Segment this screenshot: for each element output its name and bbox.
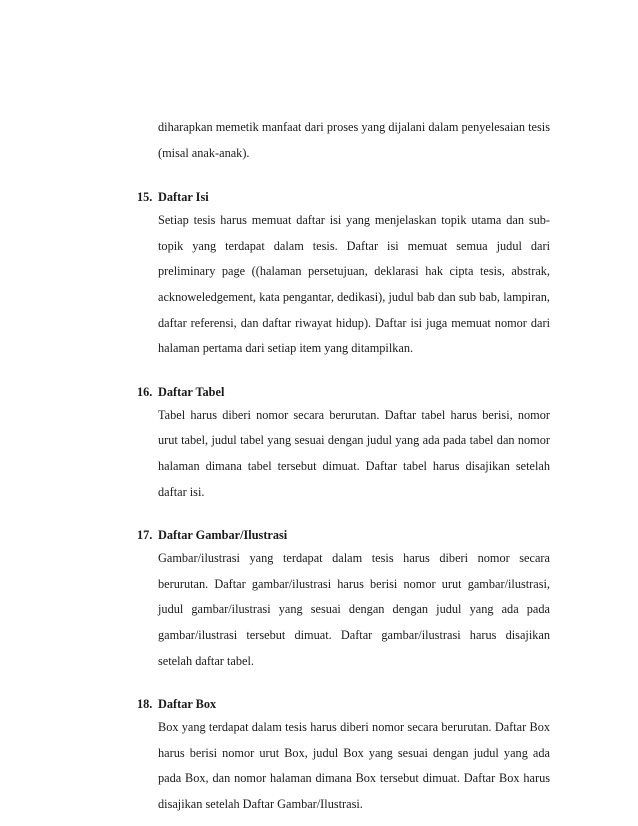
- section-heading: [137, 185, 638, 209]
- section-number: 17.: [137, 528, 153, 543]
- section-number: 18.: [137, 697, 153, 712]
- section-body: Tabel harus diberi nomor secara berurutan. Daftar tabel harus berisi, nomor urut tabel, judul tabel yang sesuai dengan judul yang ada pada tabel dan nomor halaman dimana tabel tersebut dimuat. Daftar tabel harus disajikan setelah daftar isi.: [158, 407, 550, 499]
- section-number: 16.: [137, 384, 153, 399]
- section-daftar-tabel: [0, 380, 638, 505]
- section-heading: [137, 692, 638, 716]
- intro-paragraph: diharapkan memetik manfaat dari proses yang dijalani dalam penyelesaian tesis (misal anak-anak).: [158, 120, 550, 160]
- section-daftar-box: [0, 692, 638, 817]
- section-body-block: [158, 208, 550, 362]
- intro-paragraph-block: [158, 115, 550, 166]
- section-title: Daftar Gambar/Ilustrasi: [158, 528, 288, 543]
- section-title: Daftar Isi: [158, 190, 209, 205]
- section-number: 15.: [137, 190, 153, 205]
- section-body: Box yang terdapat dalam tesis harus diberi nomor secara berurutan. Daftar Box harus berisi nomor urut Box, judul Box yang sesuai dengan judul yang ada pada Box, dan nomor halaman dimana Box tersebut dimuat. Daftar Box harus disajikan setelah Daftar Gambar/Ilustrasi.: [158, 720, 550, 811]
- section-body-block: [158, 403, 550, 505]
- section-title: Daftar Box: [158, 697, 217, 712]
- section-body-block: [158, 546, 550, 674]
- section-title: Daftar Tabel: [158, 384, 225, 399]
- section-daftar-gambar: [0, 523, 638, 674]
- section-heading: [137, 380, 638, 404]
- section-daftar-isi: [0, 185, 638, 362]
- section-body-block: [158, 715, 550, 817]
- section-heading: [137, 523, 638, 547]
- section-body: Setiap tesis harus memuat daftar isi yang menjelaskan topik utama dan sub-topik yang terdapat dalam tesis. Daftar isi memuat semua judul dari preliminary page ((halaman persetujuan, deklarasi hak cipta tesis, abstrak, acknoweledgement, kata pengantar, dedikasi), judul bab dan sub bab, lampiran, daftar referensi, dan daftar riwayat hidup). Daftar isi juga memuat nomor dari halaman pertama dari setiap item yang ditampilkan.: [158, 213, 550, 356]
- section-body: Gambar/ilustrasi yang terdapat dalam tesis harus diberi nomor secara berurutan. Daftar gambar/ilustrasi harus berisi nomor urut gambar/ilustrasi, judul gambar/ilustrasi yang sesuai dengan dengan judul yang ada pada gambar/ilustrasi tersebut dimuat. Daftar gambar/ilustrasi harus disajikan setelah daftar tabel.: [158, 551, 550, 668]
